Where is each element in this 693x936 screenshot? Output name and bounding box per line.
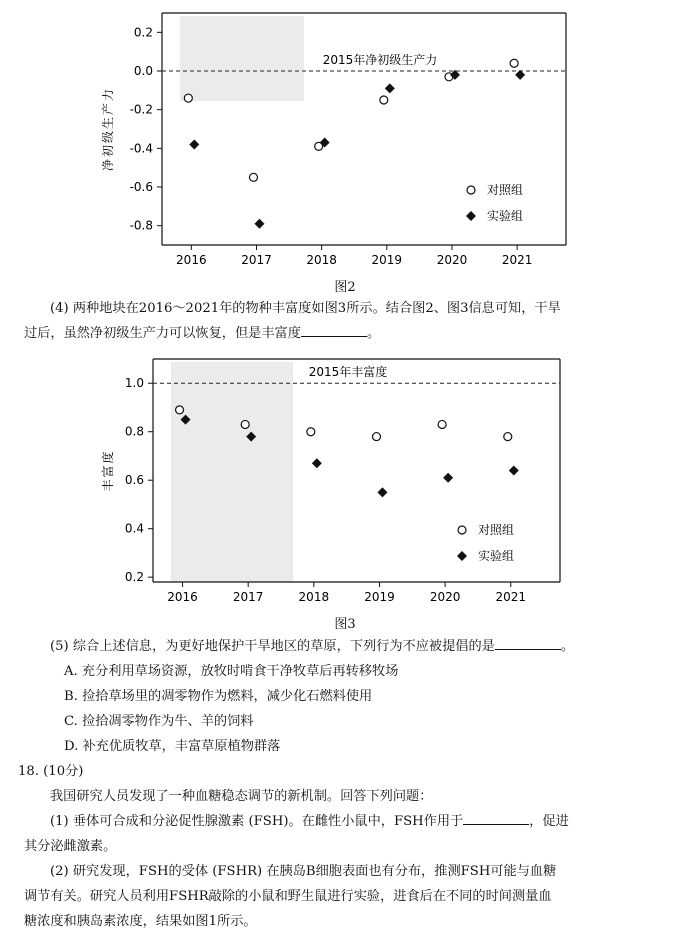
- q18-part1-cont: 其分泌雌激素。: [24, 839, 117, 854]
- y-tick-label: 0.2: [124, 570, 144, 585]
- option-a: A. 充分利用草场资源，放牧时啃食干净牧草后再转移牧场: [64, 664, 399, 679]
- y-tick-label: -0.8: [129, 218, 153, 233]
- q4-line-2: 过后，虽然净初级生产力可以恢复，但是丰富度 。: [24, 326, 381, 341]
- option-c: C. 捡拾凋零物作为牛、羊的饲料: [64, 714, 254, 729]
- q18-part2: (2) 研究发现，FSH的受体 (FSHR) 在胰岛B细胞表面也有分布，推测FSH可能与血糖: [50, 864, 557, 879]
- question-5: [18, 634, 674, 934]
- experiment-point: [377, 487, 387, 497]
- q18-part2-cont1: 调节有关。研究人员利用FSHR敲除的小鼠和野生鼠进行实验，进食后在不同的时间测量血: [24, 889, 552, 904]
- x-tick-label: 2017: [232, 590, 264, 604]
- y-tick-label: 0.4: [124, 521, 144, 536]
- q4-line-1: (4) 两种地块在2016～2021年的物种丰富度如图3所示。结合图2、图3信息可知，干旱: [50, 301, 561, 316]
- x-tick-label: 2021: [495, 590, 527, 604]
- control-point: [241, 420, 249, 428]
- control-point: [380, 96, 388, 104]
- experiment-point: [385, 83, 395, 93]
- y-tick-label: 0.0: [133, 64, 153, 78]
- y-axis-label: 丰富度: [101, 449, 115, 492]
- shaded-region: [180, 16, 304, 101]
- option-d: D. 补充优质牧草，丰富草原植物群落: [64, 739, 281, 754]
- figure-2-caption: 图2: [334, 280, 356, 295]
- legend-label: 实验组: [478, 549, 515, 563]
- npp-chart: [0, 0, 693, 290]
- answer-blank[interactable]: [301, 324, 367, 337]
- legend-marker-control: [467, 186, 475, 194]
- x-tick-label: 2021: [501, 253, 533, 267]
- x-tick-label: 2017: [241, 253, 272, 267]
- legend-label: 对照组: [487, 183, 524, 197]
- y-tick-label: 0.8: [124, 424, 144, 439]
- question-4: [24, 296, 674, 346]
- control-point: [510, 59, 518, 67]
- q18-intro: 我国研究人员发现了一种血糖稳态调节的新机制。回答下列问题：: [50, 789, 433, 804]
- y-tick-label: 1.0: [124, 376, 144, 391]
- figure-3-caption: 图3: [334, 617, 356, 632]
- answer-blank[interactable]: [495, 637, 561, 650]
- answer-blank[interactable]: [463, 812, 529, 825]
- y-axis-label: 净初级生产力: [101, 86, 115, 172]
- control-point: [184, 94, 192, 102]
- q5-line: (5) 综合上述信息，为更好地保护干旱地区的草原，下列行为不应被提倡的是 。: [50, 639, 575, 654]
- reference-line-label: 2015年丰富度: [308, 365, 388, 380]
- experiment-point: [312, 458, 322, 468]
- experiment-point: [443, 473, 453, 483]
- x-tick-label: 2016: [176, 253, 207, 267]
- y-tick-label: 0.6: [124, 473, 144, 488]
- x-tick-label: 2016: [167, 590, 198, 604]
- x-tick-label: 2019: [371, 253, 403, 267]
- legend-marker-experiment: [466, 211, 476, 221]
- shaded-region: [171, 362, 293, 582]
- legend-marker-control: [458, 526, 466, 534]
- legend-label: 对照组: [478, 523, 515, 537]
- control-point: [249, 173, 257, 181]
- x-tick-label: 2018: [306, 253, 337, 267]
- y-tick-label: -0.4: [129, 141, 153, 156]
- y-tick-label: -0.2: [129, 102, 153, 117]
- x-tick-label: 2018: [298, 590, 330, 604]
- x-tick-label: 2019: [364, 590, 395, 604]
- x-tick-label: 2020: [436, 253, 468, 267]
- x-tick-label: 2020: [429, 590, 461, 604]
- experiment-point: [181, 415, 191, 425]
- experiment-point: [515, 70, 525, 80]
- y-tick-label: -0.6: [129, 180, 153, 194]
- q18-part1: (1) 垂体可合成和分泌促性腺激素 (FSH)。在雌性小鼠中，FSH作用于 ，促进: [50, 814, 569, 829]
- option-b: B. 捡拾草场里的凋零物作为燃料，减少化石燃料使用: [64, 689, 373, 704]
- reference-line-label: 2015年净初级生产力: [322, 53, 438, 67]
- experiment-point: [254, 219, 264, 229]
- control-point: [176, 406, 184, 414]
- experiment-point: [509, 466, 519, 476]
- control-point: [504, 433, 512, 441]
- experiment-point: [246, 432, 256, 442]
- experiment-point: [189, 139, 199, 149]
- control-point: [438, 420, 446, 428]
- q18-heading: 18. (10分): [18, 764, 84, 779]
- y-tick-label: 0.2: [133, 25, 153, 40]
- q18-part2-cont2: 糖浓度和胰岛素浓度，结果如图1所示。: [24, 914, 257, 929]
- legend-marker-experiment: [457, 551, 467, 561]
- legend-label: 实验组: [487, 209, 524, 223]
- control-point: [372, 433, 380, 441]
- control-point: [307, 428, 315, 436]
